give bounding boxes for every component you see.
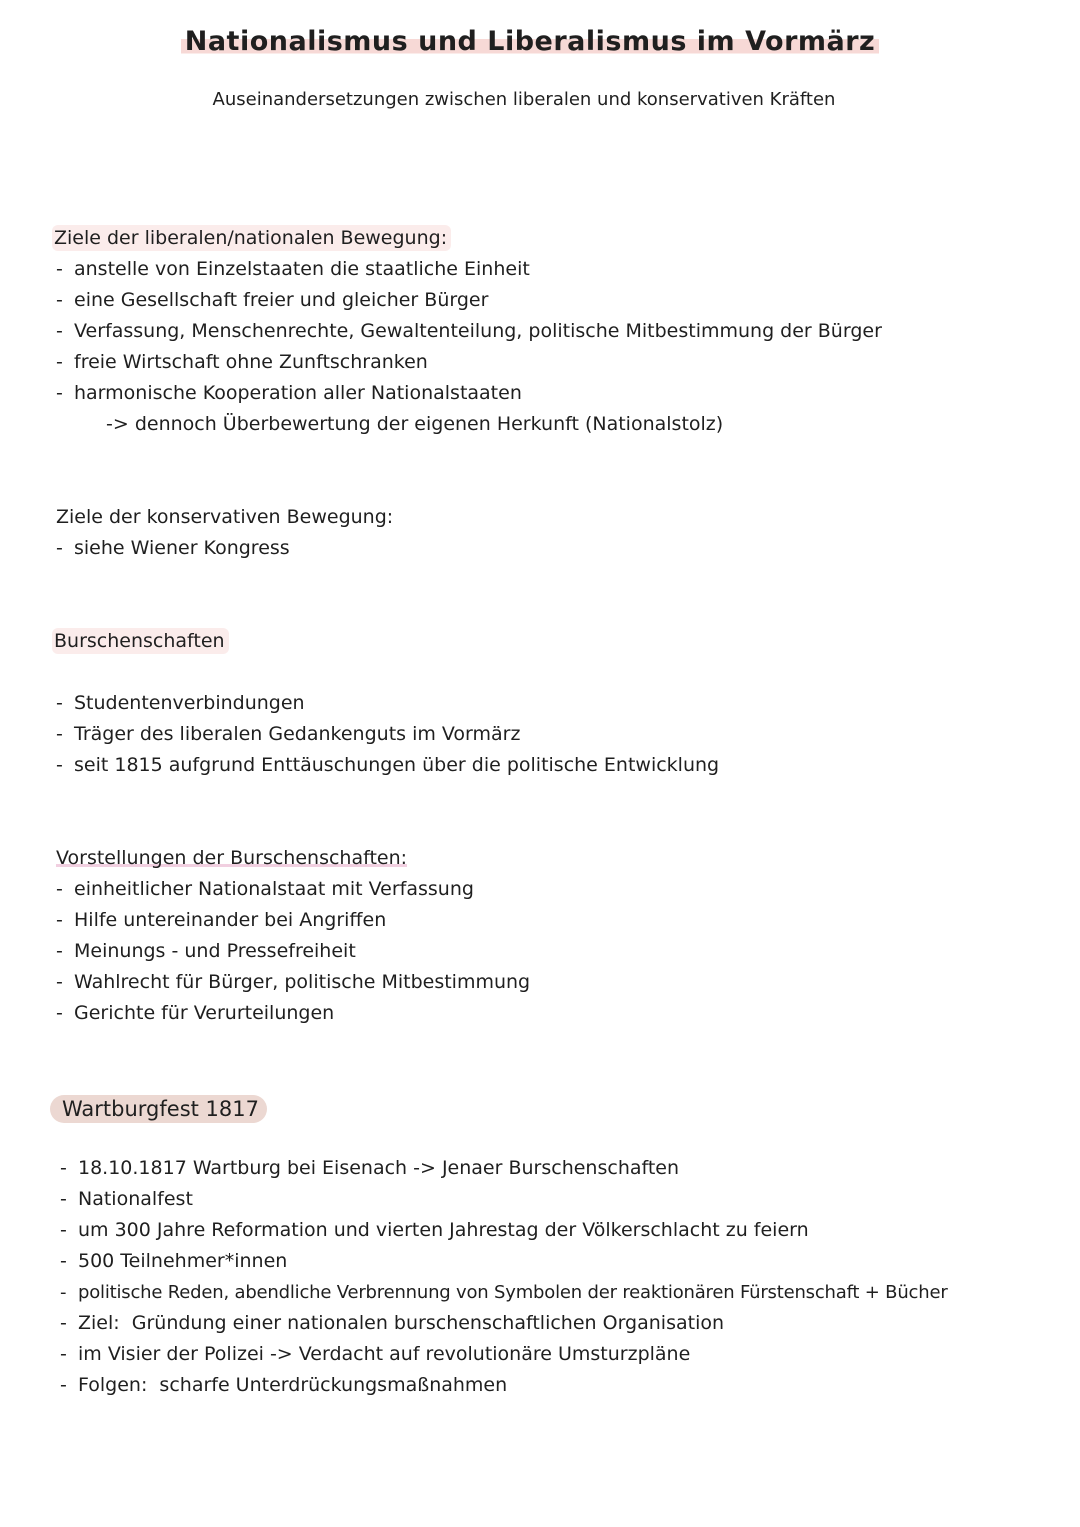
list-vorstellungen: [56, 874, 530, 1029]
dash-marker: -: [56, 940, 63, 962]
list-item-text: 500 Teilnehmer*innen: [78, 1250, 288, 1272]
list-item-text: Nationalfest: [78, 1188, 193, 1210]
list-item: [56, 905, 530, 936]
list-item-text: Ziel: Gründung einer nationalen burschenschaftlichen Organisation: [78, 1312, 725, 1334]
dash-marker: -: [60, 1250, 67, 1272]
list-item-text: anstelle von Einzelstaaten die staatliche Einheit: [74, 258, 530, 280]
dash-marker: -: [60, 1219, 67, 1241]
dash-marker: -: [56, 723, 63, 745]
heading-text-wartburgfest: Wartburgfest 1817: [50, 1095, 267, 1123]
list-item: [56, 750, 719, 781]
dash-marker: -: [56, 1002, 63, 1024]
list-item-text: harmonische Kooperation aller Nationalstaaten: [74, 382, 522, 404]
dash-marker: -: [60, 1282, 67, 1303]
dash-marker: -: [56, 289, 63, 311]
list-item: [60, 1215, 948, 1246]
list-item-text: Meinungs - und Pressefreiheit: [74, 940, 356, 962]
list-item-text: eine Gesellschaft freier und gleicher Bürger: [74, 289, 489, 311]
list-item: [56, 378, 882, 409]
list-item: [56, 998, 530, 1029]
list-item: [56, 688, 719, 719]
list-item-text: einheitlicher Nationalstaat mit Verfassung: [74, 878, 474, 900]
list-item: [60, 1339, 948, 1370]
dash-marker: -: [56, 258, 63, 280]
list-item-text: Folgen: scharfe Unterdrückungsmaßnahmen: [78, 1374, 508, 1396]
dash-marker: -: [60, 1343, 67, 1365]
dash-marker: -: [60, 1312, 67, 1334]
list-item-text: Gerichte für Verurteilungen: [74, 1002, 335, 1024]
list-item-text: Verfassung, Menschenrechte, Gewaltenteilung, politische Mitbestimmung der Bürger: [74, 320, 882, 342]
list-item-text: um 300 Jahre Reformation und vierten Jahrestag der Völkerschlacht zu feiern: [78, 1219, 809, 1241]
list-item: [56, 347, 882, 378]
list-item-text: politische Reden, abendliche Verbrennung von Symbolen der reaktionären Fürstenschaft + Bücher: [78, 1282, 948, 1303]
list-item: [56, 874, 530, 905]
heading-text-liberal: Ziele der liberalen/nationalen Bewegung:: [52, 225, 451, 251]
list-sub-item: -> dennoch Überbewertung der eigenen Herkunft (Nationalstolz): [106, 413, 724, 435]
list-item: [60, 1370, 948, 1401]
list-item-text: Wahlrecht für Bürger, politische Mitbestimmung: [74, 971, 531, 993]
heading-text-burschenschaften: Burschenschaften: [52, 628, 229, 654]
section-heading-vorstellungen: [56, 843, 407, 873]
page-title: [0, 26, 1060, 57]
list-item: [56, 285, 882, 316]
list-item-text: siehe Wiener Kongress: [74, 537, 290, 559]
section-heading-burschenschaften: [56, 626, 229, 656]
list-item: [60, 1184, 948, 1215]
list-item-text: 18.10.1817 Wartburg bei Eisenach -> Jenaer Burschenschaften: [78, 1157, 680, 1179]
page-title-text: Nationalismus und Liberalismus im Vormärz: [181, 26, 880, 57]
list-item: [56, 967, 530, 998]
list-item-text: Träger des liberalen Gedankenguts im Vormärz: [74, 723, 521, 745]
dash-marker: -: [56, 754, 63, 776]
dash-marker: -: [60, 1157, 67, 1179]
list-item: [56, 719, 719, 750]
list-item: [56, 936, 530, 967]
dash-marker: -: [56, 537, 63, 559]
list-item-text: im Visier der Polizei -> Verdacht auf revolutionäre Umsturzpläne: [78, 1343, 691, 1365]
section-heading-konservativ: Ziele der konservativen Bewegung:: [56, 506, 394, 528]
dash-marker: -: [60, 1188, 67, 1210]
dash-marker: -: [56, 351, 63, 373]
list-item: [60, 1308, 948, 1339]
page-subtitle: Auseinandersetzungen zwischen liberalen und konservativen Kräften: [212, 89, 836, 110]
dash-marker: -: [56, 382, 63, 404]
heading-text-vorstellungen: Vorstellungen der Burschenschaften:: [56, 847, 408, 869]
list-item-text: Hilfe untereinander bei Angriffen: [74, 909, 387, 931]
list-item: [56, 533, 290, 564]
list-item: [60, 1246, 948, 1277]
list-wartburgfest: [60, 1153, 948, 1401]
list-item: [56, 254, 882, 285]
dash-marker: -: [56, 909, 63, 931]
section-heading-liberal: [56, 223, 451, 253]
list-konservativ: [56, 533, 290, 564]
dash-marker: -: [56, 971, 63, 993]
list-item: [60, 1153, 948, 1184]
list-item-text: seit 1815 aufgrund Enttäuschungen über die politische Entwicklung: [74, 754, 720, 776]
dash-marker: -: [60, 1374, 67, 1396]
dash-marker: -: [56, 320, 63, 342]
list-item: [60, 1277, 948, 1308]
list-item-text: Studentenverbindungen: [74, 692, 305, 714]
list-burschenschaften: [56, 688, 719, 781]
section-heading-wartburgfest: [56, 1094, 267, 1125]
dash-marker: -: [56, 878, 63, 900]
list-item: [56, 316, 882, 347]
dash-marker: -: [56, 692, 63, 714]
list-liberal: [56, 254, 882, 440]
list-item-text: freie Wirtschaft ohne Zunftschranken: [74, 351, 428, 373]
